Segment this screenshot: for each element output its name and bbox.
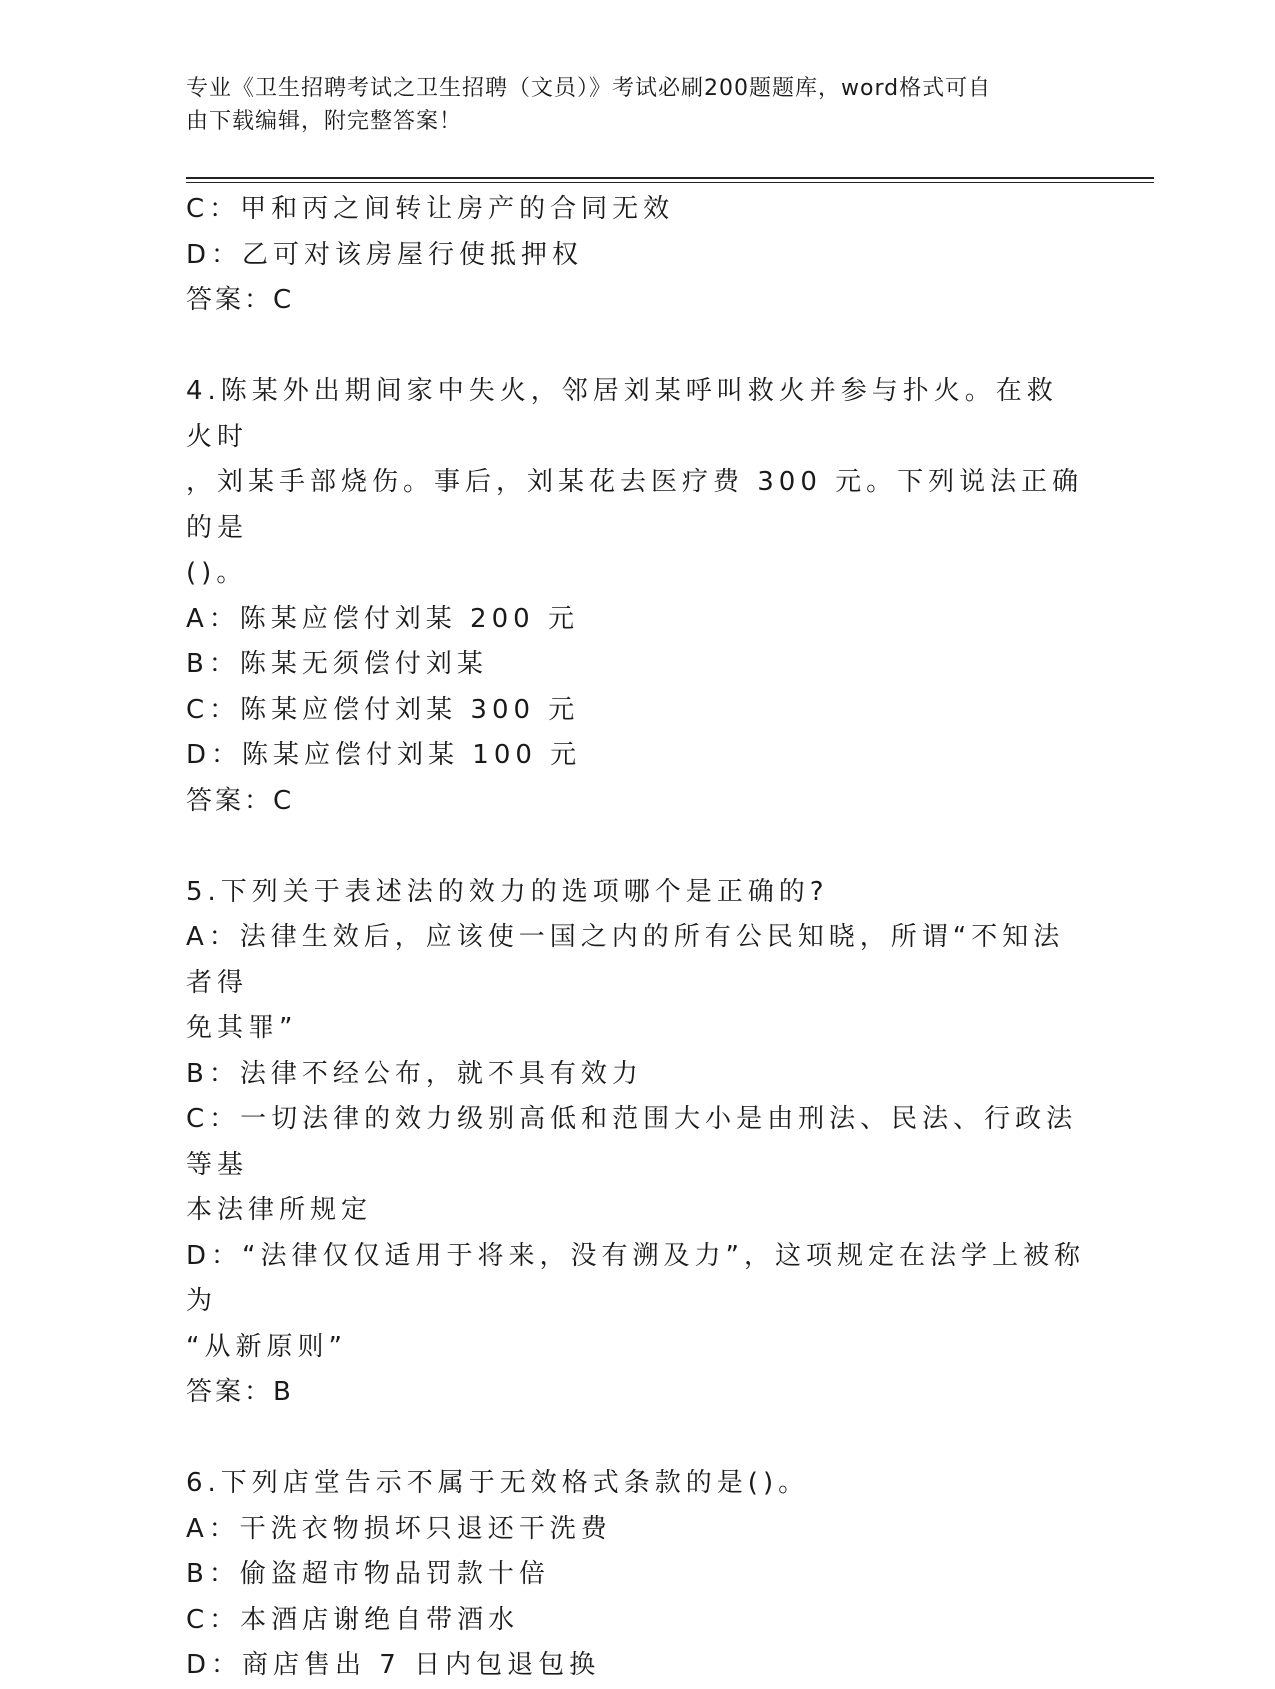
option-b: B：陈某无须偿付刘某 xyxy=(186,649,488,679)
option-d: D：商店售出 7 日内包退包换 xyxy=(186,1650,601,1680)
option-a-continued: 免其罪” xyxy=(186,1013,298,1043)
option-d: D：乙可对该房屋行使抵押权 xyxy=(186,239,584,270)
header-rule-thin xyxy=(186,182,1154,183)
header-line-2: 由下载编辑，附完整答案！ xyxy=(186,109,463,134)
option-c-continued: 本法律所规定 xyxy=(186,1195,373,1225)
document-body xyxy=(186,187,1086,1689)
option-b: B：偷盗超市物品罚款十倍 xyxy=(186,1559,550,1589)
question-stem-line: 4.陈某外出期间家中失火，邻居刘某呼叫救火并参与扑火。在救火时 xyxy=(186,376,1058,452)
question-5 xyxy=(186,870,1086,1416)
option-a: A：干洗衣物损坏只退还干洗费 xyxy=(186,1513,612,1544)
spacer xyxy=(186,1416,1086,1462)
question-4 xyxy=(186,369,1086,824)
question-stem-line: ，刘某手部烧伤。事后，刘某花去医疗费 300 元。下列说法正确的是 xyxy=(186,467,1084,543)
option-c: C：一切法律的效力级别高低和范围大小是由刑法、民法、行政法等基 xyxy=(186,1104,1078,1180)
option-b: B：法律不经公布，就不具有效力 xyxy=(186,1058,643,1089)
option-c: C：甲和丙之间转让房产的合同无效 xyxy=(186,194,675,224)
spacer xyxy=(186,324,1086,370)
document-header xyxy=(186,72,1066,138)
answer-line: 答案：C xyxy=(186,785,295,816)
question-stem-line: 5.下列关于表述法的效力的选项哪个是正确的? xyxy=(186,876,829,907)
header-rule-thick xyxy=(186,177,1154,179)
answer-line: 答案：C xyxy=(186,285,295,315)
question-6 xyxy=(186,1461,1086,1689)
option-a: A：法律生效后，应该使一国之内的所有公民知晓，所谓“不知法者得 xyxy=(186,922,1065,998)
option-d: D：“法律仅仅适用于将来，没有溯及力”，这项规定在法学上被称为 xyxy=(186,1240,1085,1316)
option-d: D：陈某应偿付刘某 100 元 xyxy=(186,740,582,770)
header-line-1: 专业《卫生招聘考试之卫生招聘（文员）》考试必刷200题题库，word格式可自 xyxy=(186,76,992,101)
option-c: C：本酒店谢绝自带酒水 xyxy=(186,1604,520,1635)
question-3-continued xyxy=(186,187,1086,324)
option-c: C：陈某应偿付刘某 300 元 xyxy=(186,694,580,725)
question-stem-line: 6.下列店堂告示不属于无效格式条款的是()。 xyxy=(186,1468,810,1498)
option-a: A：陈某应偿付刘某 200 元 xyxy=(186,603,579,634)
answer-line: 答案：B xyxy=(186,1377,294,1407)
question-stem-line: ()。 xyxy=(186,558,248,588)
spacer xyxy=(186,824,1086,870)
option-d-continued: “从新原则” xyxy=(186,1331,347,1362)
